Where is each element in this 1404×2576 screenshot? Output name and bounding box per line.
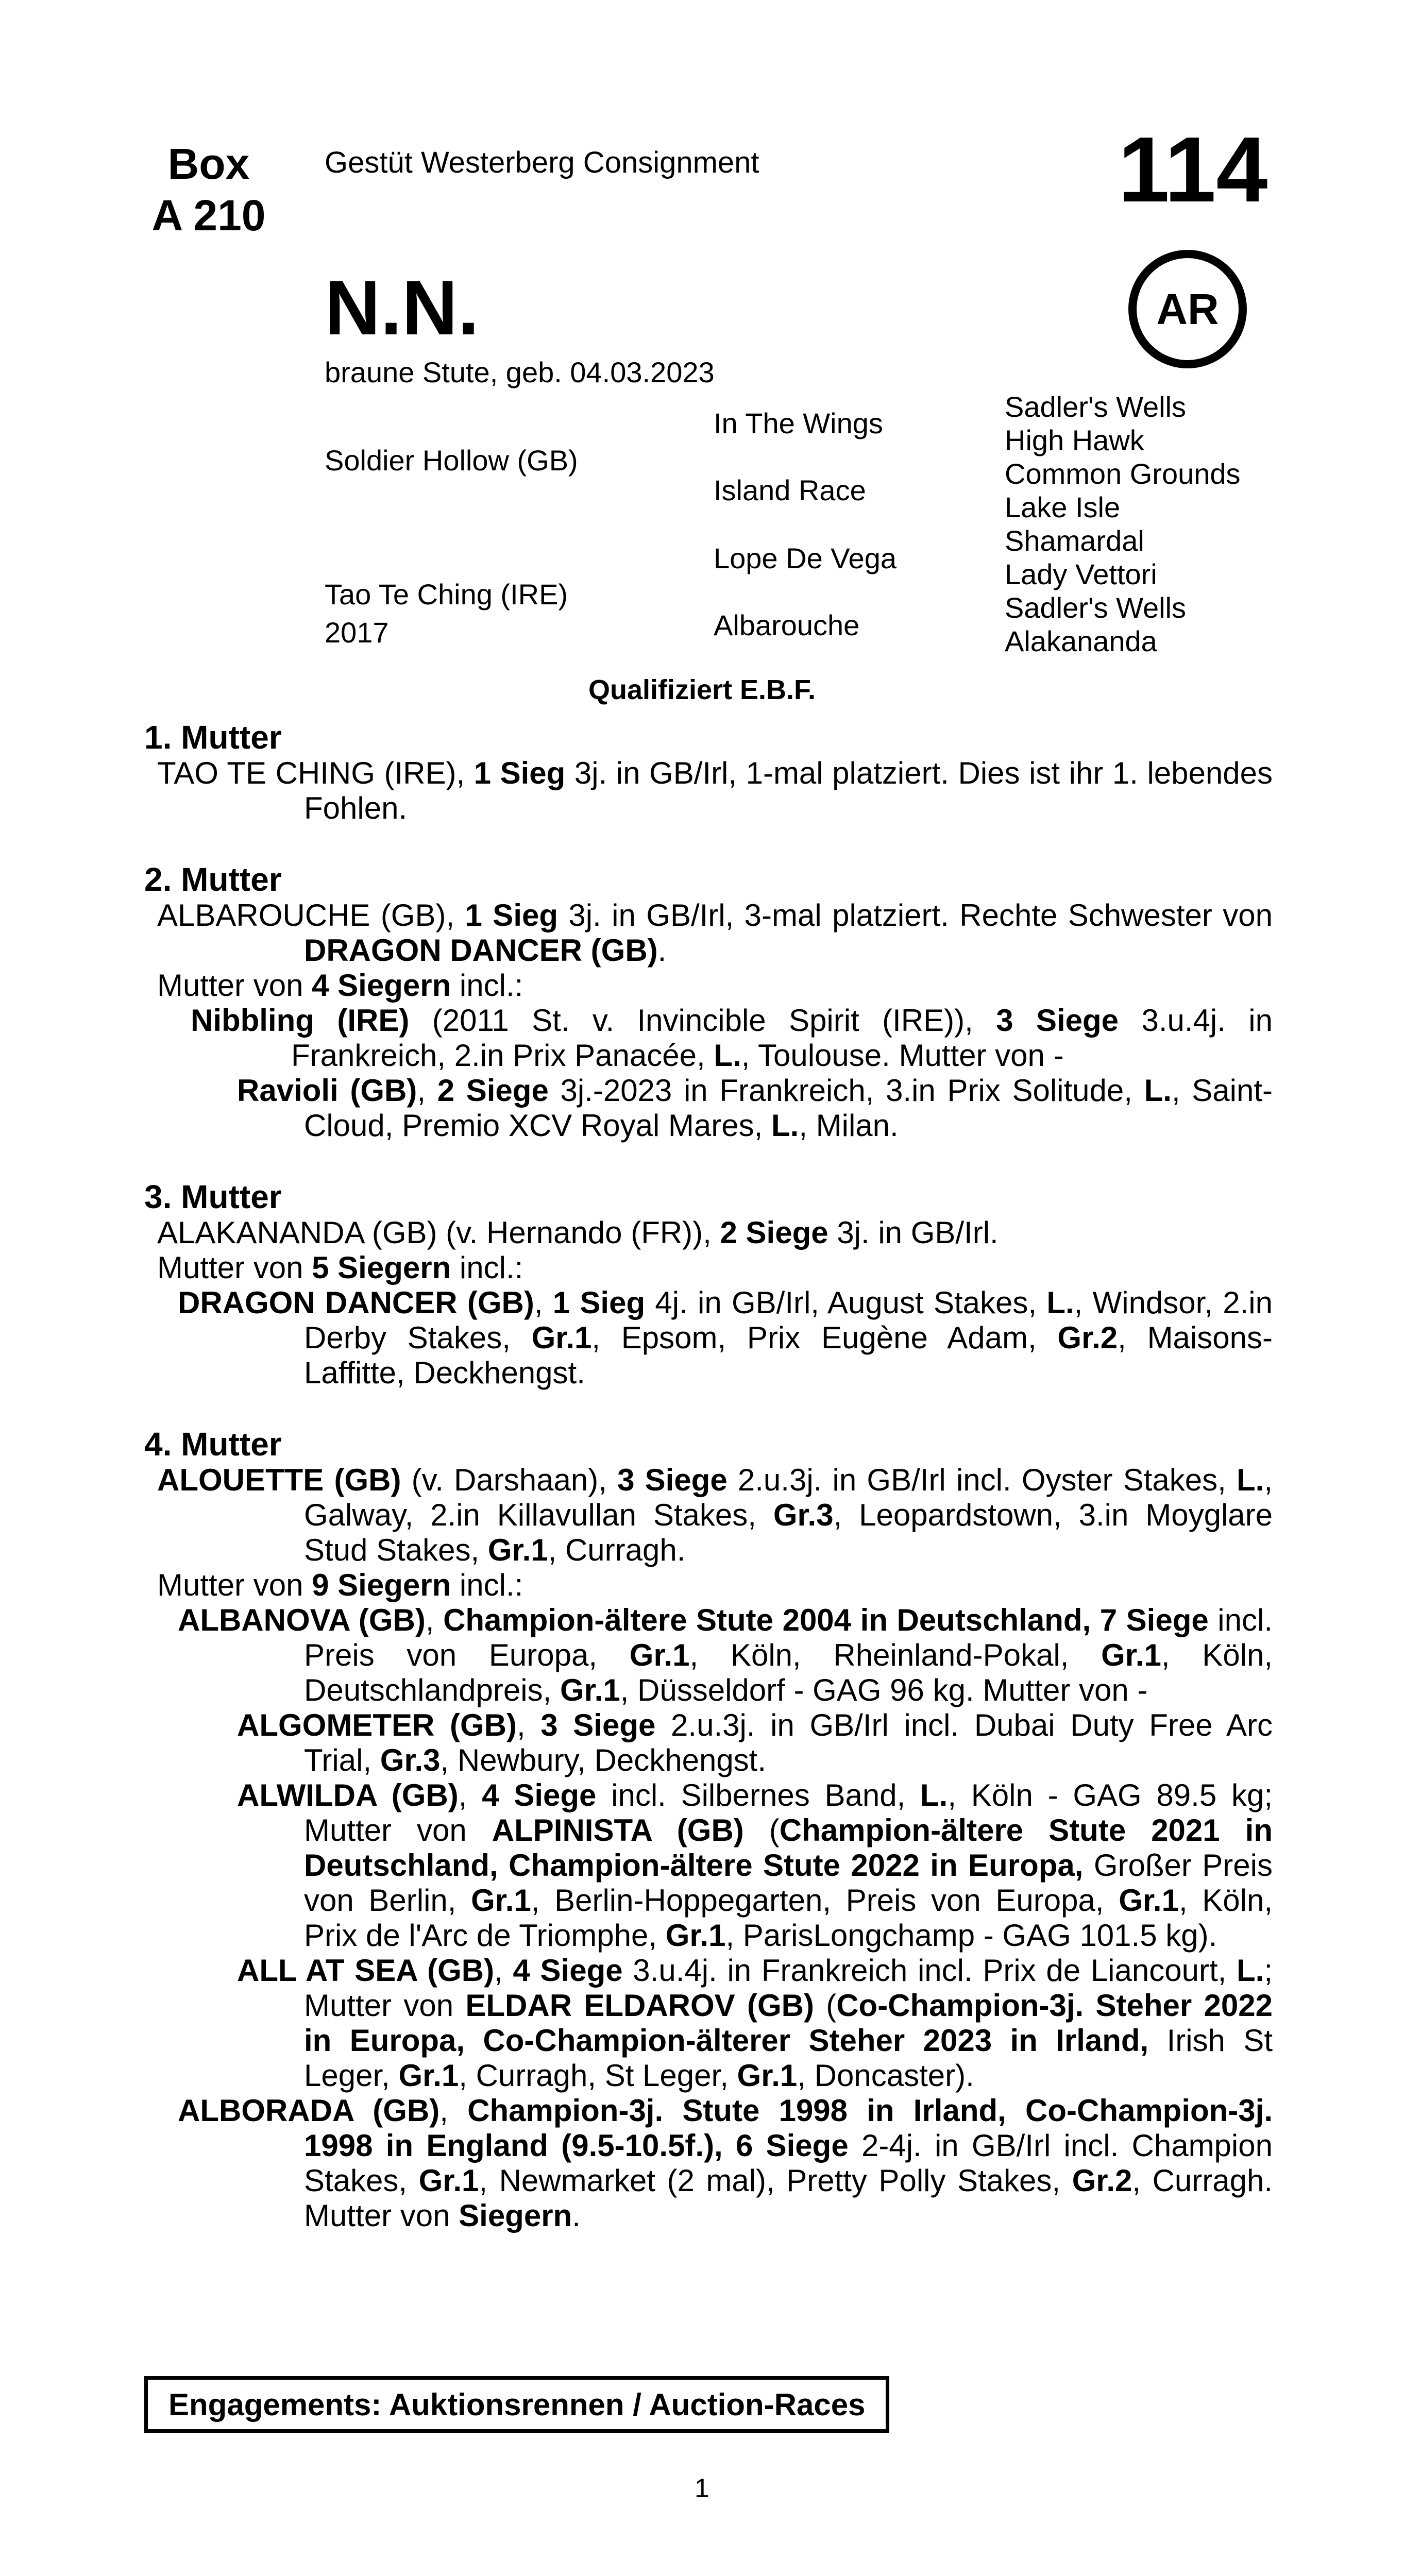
horse-name: N.N. xyxy=(325,264,479,351)
section-title-4th-dam: 4. Mutter xyxy=(144,1426,282,1463)
lot-number: 114 xyxy=(1118,118,1268,222)
pedigree-dam-year: 2017 xyxy=(325,616,389,649)
horse-description: braune Stute, geb. 04.03.2023 xyxy=(325,356,715,388)
produce-record: DRAGON DANCER (GB), 1 Sieg 4j. in GB/Irl, August Stakes, L., Windsor, 2.in Derby Stakes, Gr.1, Epsom, Prix Eugène Adam, Gr.2, Maisons-Laffitte, Deckhengst. xyxy=(178,1285,1273,1390)
dam-paragraph: TAO TE CHING (IRE), 1 Sieg 3j. in GB/Irl, 1-mal platziert. Dies ist ihr 1. lebendes Fohlen. xyxy=(157,756,1273,825)
engagements-box xyxy=(144,2376,889,2433)
pedigree-great-grandparent: High Hawk xyxy=(1005,424,1144,456)
second-dam-paragraph: ALBAROUCHE (GB), 1 Sieg 3j. in GB/Irl, 3-mal platziert. Rechte Schwester von DRAGON DANCER (GB). xyxy=(157,898,1273,968)
section-title-3rd-dam: 3. Mutter xyxy=(144,1178,282,1215)
pedigree-great-grandparent: Sadler's Wells xyxy=(1005,591,1186,624)
third-dam-paragraph: ALAKANANDA (GB) (v. Hernando (FR)), 2 Siege 3j. in GB/Irl. xyxy=(157,1215,999,1250)
pedigree-grandparent: Island Race xyxy=(714,474,866,506)
pedigree-sire: Soldier Hollow (GB) xyxy=(325,444,578,477)
catalogue-entry xyxy=(144,719,1273,2233)
pedigree-great-grandparent: Alakananda xyxy=(1005,625,1157,657)
winners-line: Mutter von 9 Siegern incl.: xyxy=(157,1568,523,1602)
engagements-label: Engagements: Auktionsrennen / Auction-Races xyxy=(168,2387,866,2422)
pedigree-grandparent: Albarouche xyxy=(714,609,860,641)
section-title-2nd-dam: 2. Mutter xyxy=(144,861,282,898)
produce-record: ALBORADA (GB), Champion-3j. Stute 1998 in Irland, Co-Champion-3j. 1998 in England (9.5-10.5f.), 6 Siege 2-4j. in GB/Irl incl. Champion Stakes, Gr.1, Newmarket (2 mal), Pretty Polly Stakes, Gr.2, Curragh. Mutter von Siegern. xyxy=(178,2093,1273,2233)
box-value: A 210 xyxy=(151,191,266,240)
produce-record: Ravioli (GB), 2 Siege 3j.-2023 in Frankreich, 3.in Prix Solitude, L., Saint-Cloud, Premio XCV Royal Mares, L., Milan. xyxy=(237,1073,1273,1143)
pedigree-grandparent: In The Wings xyxy=(714,407,883,439)
produce-record: ALWILDA (GB), 4 Siege incl. Silbernes Band, L., Köln - GAG 89.5 kg; Mutter von ALPINISTA (GB) (Champion-ältere Stute 2021 in Deutschland, Champion-ältere Stute 2022 in Europa, Großer Preis von Berlin, Gr.1, Berlin-Hoppegarten, Preis von Europa, Gr.1, Köln, Prix de l'Arc de Triomphe, Gr.1, ParisLongchamp - GAG 101.5 kg). xyxy=(237,1778,1273,1953)
produce-record: ALBANOVA (GB), Champion-ältere Stute 2004 in Deutschland, 7 Siege incl. Preis von Europa, Gr.1, Köln, Rheinland-Pokal, Gr.1, Köln, Deutschlandpreis, Gr.1, Düsseldorf - GAG 96 kg. Mutter von - xyxy=(178,1603,1273,1707)
consignor: Gestüt Westerberg Consignment xyxy=(325,146,759,179)
pedigree-great-grandparent: Common Grounds xyxy=(1005,457,1241,490)
pedigree-great-grandparent: Shamardal xyxy=(1005,524,1144,557)
box-number xyxy=(144,138,273,241)
pedigree-great-grandparent: Sadler's Wells xyxy=(1005,391,1186,423)
fourth-dam-paragraph: ALOUETTE (GB) (v. Darshaan), 3 Siege 2.u.3j. in GB/Irl incl. Oyster Stakes, L., Galway, 2.in Killavullan Stakes, Gr.3, Leopardstown, 3.in Moyglare Stud Stakes, Gr.1, Curragh. xyxy=(157,1463,1273,1567)
pedigree-dam: Tao Te Ching (IRE) xyxy=(325,578,568,611)
produce-record: Nibbling (IRE) (2011 St. v. Invincible Spirit (IRE)), 3 Siege 3.u.4j. in Frankreich, 2.in Prix Panacée, L., Toulouse. Mutter von - xyxy=(191,1003,1273,1073)
section-title-1st-dam: 1. Mutter xyxy=(144,719,282,756)
winners-line: Mutter von 5 Siegern incl.: xyxy=(157,1250,523,1285)
pedigree-grandparent: Lope De Vega xyxy=(714,542,896,574)
badge-text: AR xyxy=(1156,284,1219,333)
pedigree-great-grandparent: Lady Vettori xyxy=(1005,558,1157,590)
produce-record: ALL AT SEA (GB), 4 Siege 3.u.4j. in Frankreich incl. Prix de Liancourt, L.; Mutter von ELDAR ELDAROV (GB) (Co-Champion-3j. Steher 2022 in Europa, Co-Champion-älterer Steher 2023 in Irland, Irish St Leger, Gr.1, Curragh, St Leger, Gr.1, Doncaster). xyxy=(237,1953,1273,2093)
qualification: Qualifiziert E.B.F. xyxy=(588,674,816,705)
page-number: 1 xyxy=(695,2473,709,2503)
box-label: Box xyxy=(167,140,250,188)
pedigree-great-grandparent: Lake Isle xyxy=(1005,491,1121,523)
produce-record: ALGOMETER (GB), 3 Siege 2.u.3j. in GB/Irl incl. Dubai Duty Free Arc Trial, Gr.3, Newbury, Deckhengst. xyxy=(237,1708,1273,1777)
ar-badge-icon xyxy=(1128,250,1247,368)
winners-line: Mutter von 4 Siegern incl.: xyxy=(157,968,523,1003)
